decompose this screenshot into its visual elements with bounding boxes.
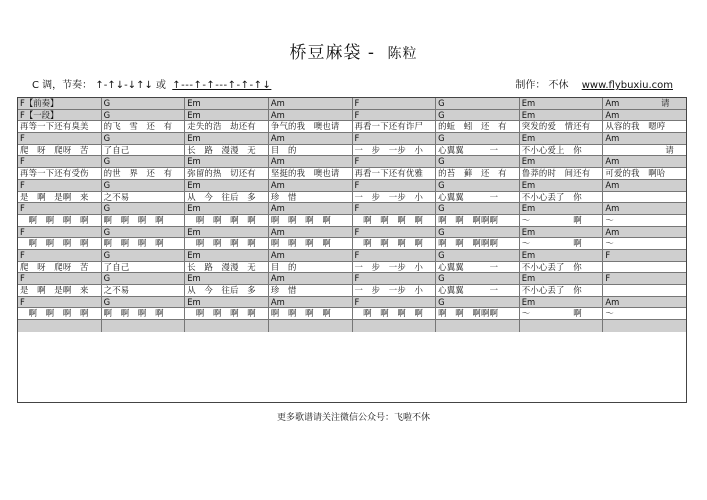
lyric-cell: 从容的我 嗯哼 bbox=[605, 121, 666, 132]
chord-row bbox=[18, 110, 686, 122]
lyric-cell: 不小心丢了 你 bbox=[520, 192, 604, 203]
lyric-cell: 弥留的热 切还有 bbox=[185, 168, 269, 179]
lyric-cell: 的苔 藓 还 有 bbox=[436, 168, 520, 179]
lyric-cell: ～ 啊 bbox=[520, 215, 604, 226]
chord-cell: Em bbox=[520, 156, 604, 167]
lyric-cell bbox=[603, 262, 686, 273]
chord-cell: Em bbox=[520, 227, 604, 238]
lyric-cell: ～ bbox=[605, 308, 614, 319]
lyric-cell: 坚挺的我 噢也请 bbox=[269, 168, 353, 179]
chord-cell: Am bbox=[605, 203, 620, 214]
chord-cell: F bbox=[18, 273, 102, 284]
chord-row bbox=[18, 203, 686, 215]
chord-cell bbox=[520, 320, 604, 332]
chord-row bbox=[18, 320, 686, 332]
chord-cell bbox=[269, 320, 353, 332]
lyric-cell: 是 啊 是啊 来 bbox=[18, 192, 102, 203]
chord-cell: G bbox=[436, 156, 520, 167]
chord-cell: Am bbox=[269, 203, 353, 214]
key-label: C 调，节奏： bbox=[32, 80, 93, 91]
lyric-cell: 请 bbox=[605, 144, 674, 155]
lyric-cell: 一 步 一步 小 bbox=[353, 285, 437, 296]
lyric-cell: 目 的 bbox=[269, 262, 353, 273]
chord-cell: G bbox=[436, 273, 520, 284]
chord-cell: F bbox=[18, 156, 102, 167]
chord-cell: Am bbox=[269, 180, 353, 191]
chord-cell: Am bbox=[269, 273, 353, 284]
lyric-row bbox=[18, 285, 686, 297]
chord-cell bbox=[436, 320, 520, 332]
chord-cell: F bbox=[353, 180, 437, 191]
chord-cell: F bbox=[353, 250, 437, 261]
chord-cell: G bbox=[102, 273, 186, 284]
chord-cell: G bbox=[436, 297, 520, 308]
chord-row bbox=[18, 98, 686, 110]
chord-cell: F bbox=[353, 110, 437, 121]
chord-cell: G bbox=[436, 203, 520, 214]
lyric-cell: ～ bbox=[605, 238, 614, 249]
chord-cell: Am bbox=[269, 250, 353, 261]
chord-cell: G bbox=[436, 227, 520, 238]
chord-cell: Am bbox=[269, 297, 353, 308]
lyric-cell: 啊 啊 啊 啊 bbox=[353, 215, 437, 226]
chord-cell: Em bbox=[185, 227, 269, 238]
chord-cell: Am bbox=[605, 156, 620, 167]
lyric-cell: 是 啊 是啊 来 bbox=[18, 285, 102, 296]
lyric-cell: 心翼翼 一 bbox=[436, 262, 520, 273]
site-link[interactable]: www.flybuxiu.com bbox=[581, 80, 673, 91]
lyric-cell: 一 步 一步 小 bbox=[353, 262, 437, 273]
lyric-cell bbox=[603, 285, 686, 296]
chord-cell: F bbox=[353, 203, 437, 214]
lyric-cell: 再等一下还有受伤 bbox=[18, 168, 102, 179]
chord-cell bbox=[18, 320, 102, 332]
lyric-row bbox=[18, 238, 686, 250]
lyric-cell: 啊 啊 啊 啊 bbox=[269, 308, 353, 319]
chord-cell: Em bbox=[185, 133, 269, 144]
credit-info bbox=[515, 76, 673, 91]
lyric-cell: 啊 啊 啊 啊 bbox=[18, 308, 102, 319]
chord-cell: Em bbox=[520, 250, 604, 261]
chord-cell: Am bbox=[605, 133, 620, 144]
chord-cell: Am bbox=[605, 179, 620, 190]
lyric-cell: 再看一下还有优雅 bbox=[353, 168, 437, 179]
chord-cell: Em bbox=[185, 203, 269, 214]
chord-row bbox=[18, 156, 686, 168]
chord-cell: F bbox=[353, 297, 437, 308]
chord-cell: Am bbox=[269, 227, 353, 238]
lyric-cell: 啊 啊 啊 啊 bbox=[102, 215, 186, 226]
chord-cell: Em bbox=[185, 273, 269, 284]
lyric-cell: 可爱的我 啊哈 bbox=[605, 168, 666, 179]
lyric-cell: 一 步 一步 小 bbox=[353, 145, 437, 156]
chord-row bbox=[18, 180, 686, 192]
lyric-cell: 了自己 bbox=[102, 262, 186, 273]
lyric-cell: 啊 啊 啊 啊 bbox=[353, 308, 437, 319]
chord-row bbox=[18, 250, 686, 262]
chord-cell: G bbox=[436, 133, 520, 144]
chord-cell: Em bbox=[185, 156, 269, 167]
lyric-cell: 之不易 bbox=[102, 192, 186, 203]
lyric-cell: 争气的我 噢也请 bbox=[269, 121, 353, 132]
credit-label: 制作： 不休 bbox=[515, 80, 569, 91]
chord-cell: F bbox=[353, 98, 437, 109]
lyric-cell: 再看一下还有诈尸 bbox=[353, 121, 437, 132]
chord-cell: Em bbox=[185, 180, 269, 191]
lyric-cell: ～ 啊 bbox=[520, 238, 604, 249]
lyric-cell: 不小心爱上 你 bbox=[520, 145, 604, 156]
chord-cell: Am bbox=[269, 110, 353, 121]
rhythm-pattern-b: ↑---↑-↑---↑-↑-↑↓ bbox=[172, 80, 272, 91]
chord-cell bbox=[185, 320, 269, 332]
lyric-cell: 珍 惜 bbox=[269, 285, 353, 296]
chord-cell: G bbox=[102, 227, 186, 238]
rhythm-or: 或 bbox=[156, 80, 167, 91]
lyric-cell: 啊 啊 啊 啊 bbox=[18, 238, 102, 249]
chord-cell: G bbox=[436, 98, 520, 109]
lyric-cell: 鲁莽的时 间还有 bbox=[520, 168, 604, 179]
lyric-cell: 心翼翼 一 bbox=[436, 192, 520, 203]
lyric-cell: 一 步 一步 小 bbox=[353, 192, 437, 203]
chord-cell: Em bbox=[520, 297, 604, 308]
chord-cell: Am bbox=[605, 296, 620, 307]
chord-cell: F bbox=[353, 273, 437, 284]
lyric-cell: 的世 界 还 有 bbox=[102, 168, 186, 179]
chord-row bbox=[18, 133, 686, 145]
lyric-cell: 之不易 bbox=[102, 285, 186, 296]
lyric-cell: 啊 啊 啊啊啊 bbox=[436, 238, 520, 249]
lyric-row bbox=[18, 168, 686, 180]
lyric-cell: 心翼翼 一 bbox=[436, 285, 520, 296]
lyric-cell: ～ bbox=[605, 214, 614, 225]
lyric-cell: 不小心丢了 你 bbox=[520, 262, 604, 273]
lyric-cell: 心翼翼 一 bbox=[436, 145, 520, 156]
chord-sheet-grid bbox=[17, 97, 687, 403]
chord-row bbox=[18, 227, 686, 239]
lyric-cell bbox=[603, 192, 686, 203]
chord-cell: G bbox=[102, 98, 186, 109]
chord-cell: G bbox=[436, 180, 520, 191]
artist-name: 陈粒 bbox=[387, 46, 418, 62]
lyric-cell: 不小心丢了 你 bbox=[520, 285, 604, 296]
chord-cell: F bbox=[18, 227, 102, 238]
lyric-cell: 走失的浩 劫还有 bbox=[185, 121, 269, 132]
chord-cell: Em bbox=[520, 110, 604, 121]
chord-cell: G bbox=[102, 133, 186, 144]
lyric-cell: 啊 啊 啊 啊 bbox=[353, 238, 437, 249]
chord-row bbox=[18, 273, 686, 285]
chord-cell: F bbox=[605, 273, 611, 284]
lyric-cell: 爬 呀 爬呀 苦 bbox=[18, 262, 102, 273]
chord-cell: Em bbox=[520, 98, 604, 109]
chord-cell: Am 请 bbox=[605, 98, 670, 108]
chord-cell: Em bbox=[520, 133, 604, 144]
chord-cell: G bbox=[102, 156, 186, 167]
chord-row bbox=[18, 297, 686, 309]
lyric-row bbox=[18, 192, 686, 204]
chord-cell: Em bbox=[520, 273, 604, 284]
lyric-cell: 啊 啊 啊 啊 bbox=[269, 238, 353, 249]
chord-cell bbox=[353, 320, 437, 332]
footer-note: 更多歌谱请关注微信公众号：飞啦不休 bbox=[276, 413, 430, 423]
chord-cell: Am bbox=[269, 156, 353, 167]
chord-cell: F bbox=[18, 203, 102, 214]
lyric-cell: 啊 啊 啊 啊 bbox=[185, 238, 269, 249]
lyric-cell: 从 今 往后 多 bbox=[185, 285, 269, 296]
lyric-cell: 突发的爱 情还有 bbox=[520, 121, 604, 132]
lyric-cell: 啊 啊 啊 啊 bbox=[269, 215, 353, 226]
lyric-row bbox=[18, 308, 686, 320]
chord-cell: Em bbox=[520, 203, 604, 214]
lyric-cell: 啊 啊 啊啊啊 bbox=[436, 308, 520, 319]
chord-cell: Am bbox=[605, 109, 620, 120]
lyric-cell: 目 的 bbox=[269, 145, 353, 156]
lyric-row bbox=[18, 121, 686, 133]
chord-cell: Em bbox=[520, 180, 604, 191]
lyric-cell: 啊 啊 啊啊啊 bbox=[436, 215, 520, 226]
chord-cell: G bbox=[102, 250, 186, 261]
lyric-cell: 爬 呀 爬呀 苦 bbox=[18, 145, 102, 156]
chord-cell: F bbox=[353, 133, 437, 144]
lyric-cell: 啊 啊 啊 啊 bbox=[102, 308, 186, 319]
chord-cell: Em bbox=[185, 250, 269, 261]
lyric-cell: 啊 啊 啊 啊 bbox=[185, 215, 269, 226]
key-rhythm-info bbox=[32, 76, 271, 91]
lyric-row bbox=[18, 262, 686, 274]
chord-cell bbox=[102, 320, 186, 332]
chord-cell: Em bbox=[185, 110, 269, 121]
chord-cell: F bbox=[18, 250, 102, 261]
lyric-cell: 了自己 bbox=[102, 145, 186, 156]
chord-cell: Am bbox=[605, 226, 620, 237]
lyric-cell: 长 路 漫漫 无 bbox=[185, 145, 269, 156]
lyric-cell: 珍 惜 bbox=[269, 192, 353, 203]
lyric-cell: 啊 啊 啊 啊 bbox=[18, 215, 102, 226]
lyric-row bbox=[18, 145, 686, 157]
chord-cell: F bbox=[605, 249, 611, 260]
lyric-cell: 啊 啊 啊 啊 bbox=[102, 238, 186, 249]
chord-cell: F bbox=[18, 180, 102, 191]
chord-cell: G bbox=[102, 297, 186, 308]
chord-cell: F bbox=[18, 133, 102, 144]
chord-cell: F【前奏】 bbox=[18, 98, 102, 109]
chord-cell: Am bbox=[269, 133, 353, 144]
chord-cell: G bbox=[436, 110, 520, 121]
rhythm-pattern-a: ↑-↑↓-↓↑↓ bbox=[95, 80, 153, 91]
chord-cell bbox=[603, 320, 686, 332]
chord-cell: Em bbox=[185, 98, 269, 109]
song-name: 桥豆麻袋 bbox=[289, 43, 362, 63]
chord-cell: G bbox=[102, 203, 186, 214]
chord-cell: G bbox=[102, 110, 186, 121]
chord-cell: F bbox=[353, 227, 437, 238]
chord-cell: G bbox=[436, 250, 520, 261]
lyric-row bbox=[18, 215, 686, 227]
lyric-cell: ～ 啊 bbox=[520, 308, 604, 319]
lyric-cell: 的蚯 蚓 还 有 bbox=[436, 121, 520, 132]
chord-cell: Em bbox=[185, 297, 269, 308]
song-title bbox=[0, 38, 707, 63]
chord-cell: G bbox=[102, 180, 186, 191]
lyric-cell: 啊 啊 啊 啊 bbox=[185, 308, 269, 319]
title-separator: - bbox=[367, 43, 376, 63]
chord-cell: F bbox=[18, 297, 102, 308]
lyric-cell: 再等一下还有臭美 bbox=[18, 121, 102, 132]
lyric-cell: 长 路 漫漫 无 bbox=[185, 262, 269, 273]
chord-cell: Am bbox=[269, 98, 353, 109]
lyric-cell: 的飞 雪 还 有 bbox=[102, 121, 186, 132]
chord-cell: F bbox=[353, 156, 437, 167]
lyric-cell: 从 今 往后 多 bbox=[185, 192, 269, 203]
chord-cell: F【一段】 bbox=[18, 110, 102, 121]
